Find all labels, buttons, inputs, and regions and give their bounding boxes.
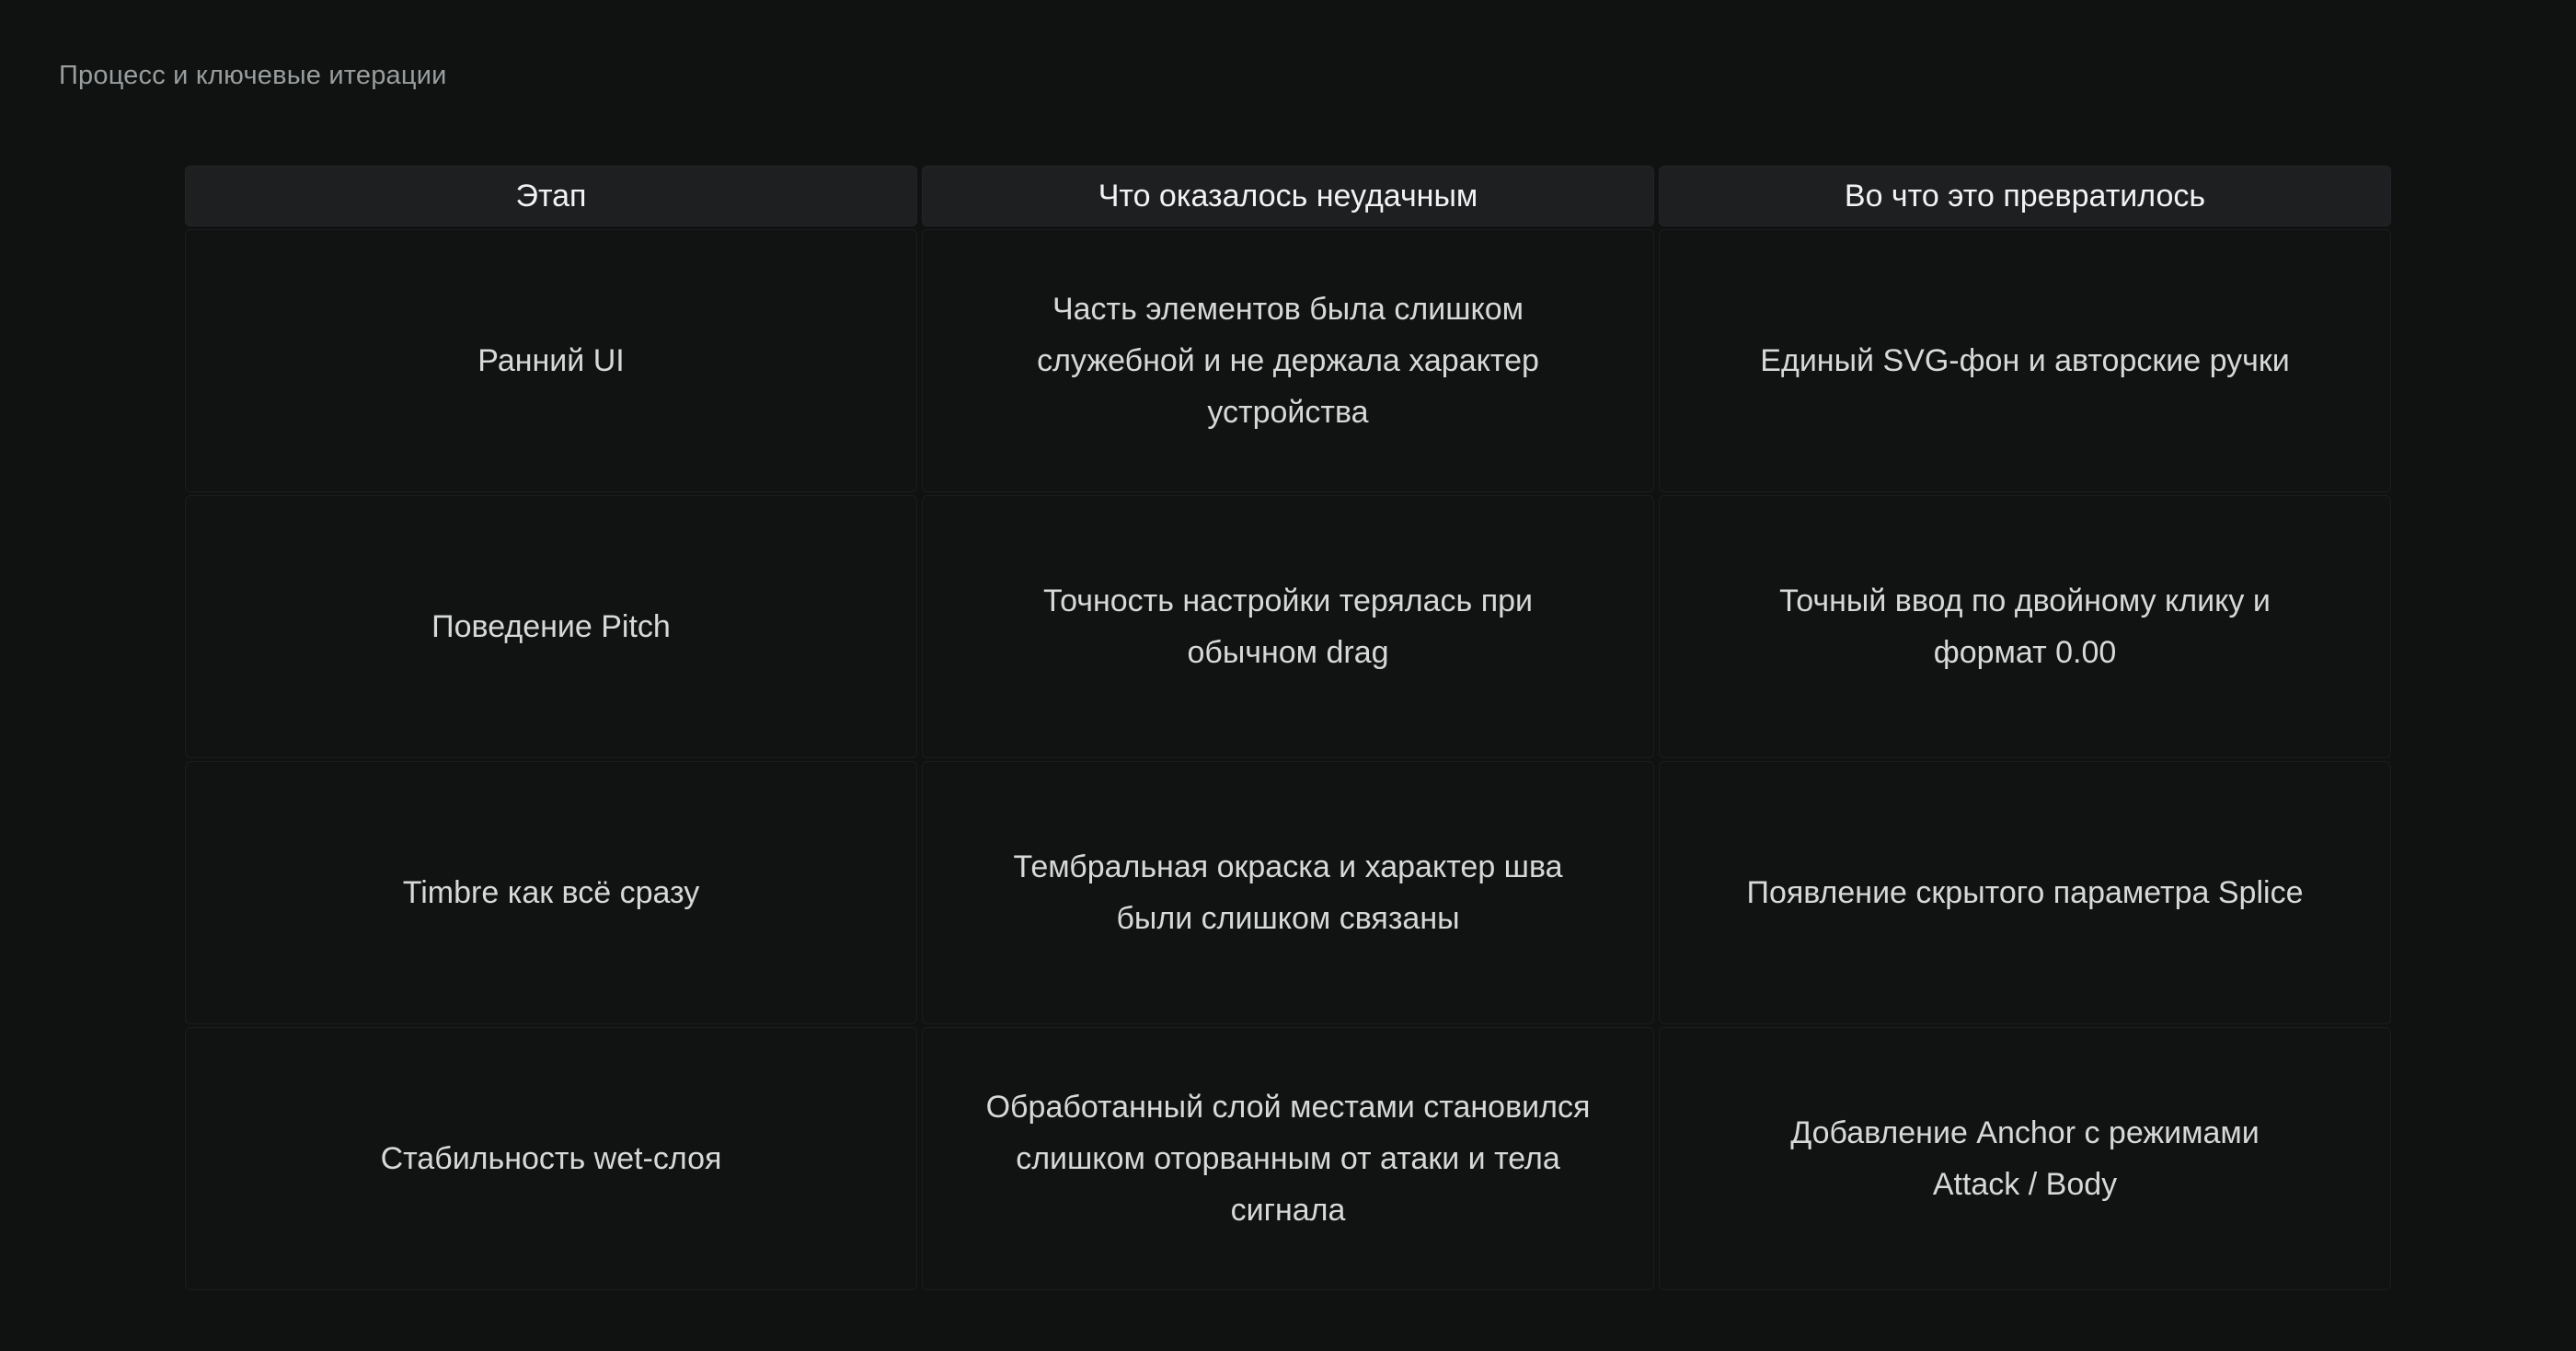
cell-text: Timbre как всё сразу	[402, 875, 700, 910]
table-cell-failure	[922, 761, 1654, 1024]
table-cell-failure	[922, 1027, 1654, 1290]
table-cell-result	[1659, 761, 2391, 1024]
cell-text: Точный ввод по двойному клику и формат 0.00	[1779, 583, 2271, 670]
section-title: Процесс и ключевые итерации	[59, 61, 447, 90]
cell-text: Появление скрытого параметра Splice	[1746, 875, 2304, 910]
cell-text: Единый SVG-фон и авторские ручки	[1760, 343, 2290, 378]
cell-text: Добавление Anchor с режимами Attack / Body	[1790, 1115, 2260, 1202]
table-cell-result	[1659, 495, 2391, 758]
column-header-stage: Этап	[185, 166, 917, 226]
table-cell-stage	[185, 495, 917, 758]
cell-text: Обработанный слой местами становился слишком оторванным от атаки и тела сигнала	[985, 1090, 1591, 1228]
cell-text: Тембральная окраска и характер шва были слишком связаны	[1013, 849, 1563, 936]
table-cell-result	[1659, 1027, 2391, 1290]
cell-text: Поведение Pitch	[431, 609, 671, 644]
table-cell-stage	[185, 761, 917, 1024]
cell-text: Ранний UI	[477, 343, 625, 378]
column-header-result: Во что это превратилось	[1659, 166, 2391, 226]
iterations-table	[185, 166, 2391, 1290]
column-header-failure: Что оказалось неудачным	[922, 166, 1654, 226]
table-cell-stage	[185, 229, 917, 492]
cell-text: Часть элементов была слишком служебной и не держала характер устройства	[1037, 292, 1539, 430]
table-cell-result	[1659, 229, 2391, 492]
cell-text: Точность настройки терялась при обычном drag	[1042, 583, 1534, 670]
table-cell-stage	[185, 1027, 917, 1290]
table-cell-failure	[922, 229, 1654, 492]
table-cell-failure	[922, 495, 1654, 758]
cell-text: Стабильность wet-слоя	[380, 1141, 722, 1176]
